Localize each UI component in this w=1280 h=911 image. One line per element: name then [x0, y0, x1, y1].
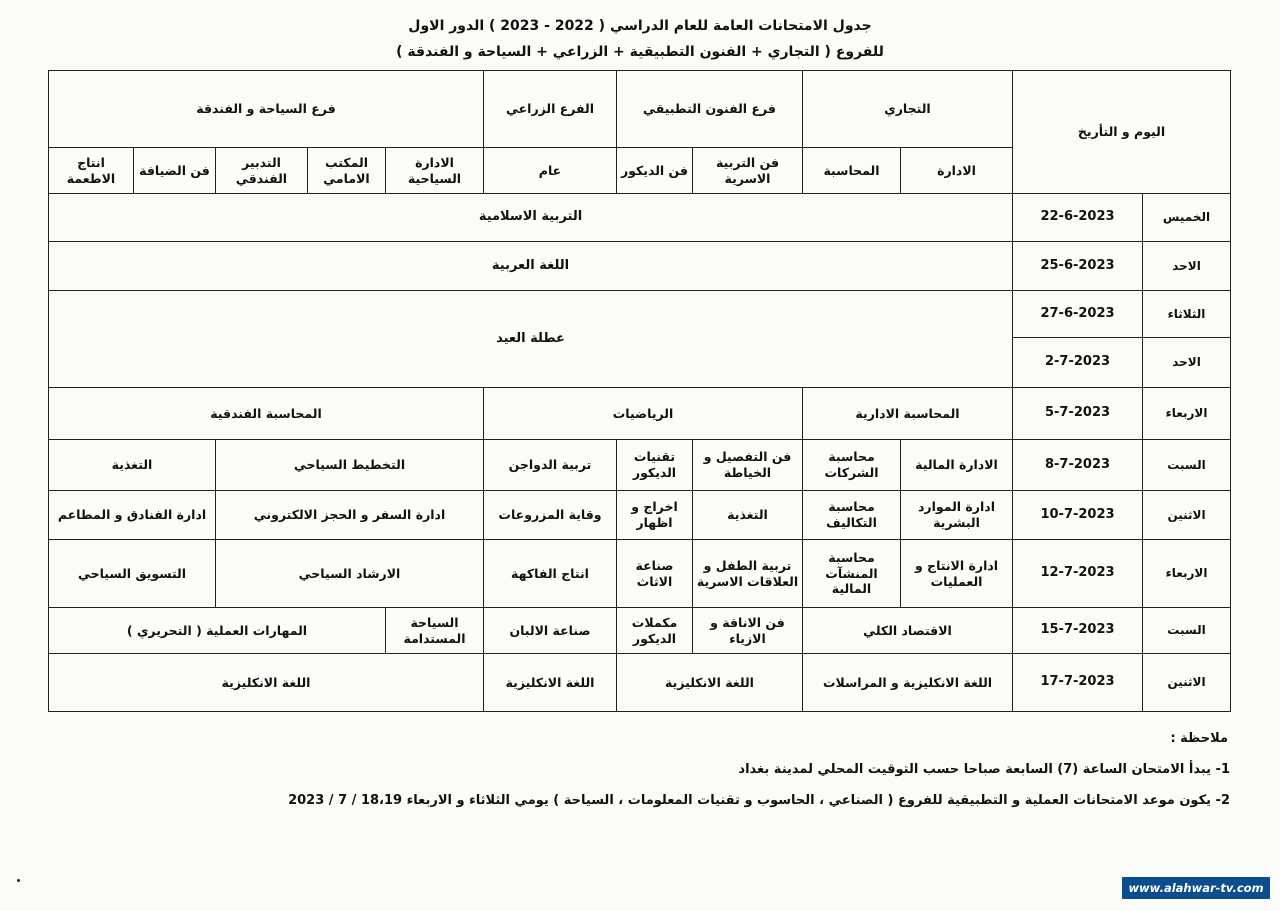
exam-cell: ادارة الانتاج و العمليات	[901, 540, 1013, 608]
exam-cell: محاسبة التكاليف	[803, 491, 901, 540]
table-row	[49, 608, 1231, 654]
exam-cell: اخراج و اظهار	[617, 491, 693, 540]
header-tourism: فرع السياحة و الفندقة	[49, 71, 484, 148]
day-cell: الاربعاء	[1143, 388, 1231, 440]
document-title: جدول الامتحانات العامة للعام الدراسي ( 2022 - 2023 ) الدور الاول	[408, 18, 872, 34]
header-agricultural: الفرع الزراعي	[484, 71, 617, 148]
day-cell: السبت	[1143, 440, 1231, 491]
header-decor: فن الديكور	[617, 148, 693, 194]
exam-cell: التغذية	[693, 491, 803, 540]
exam-cell: ادارة السفر و الحجز الالكتروني	[216, 491, 484, 540]
header-day-date: اليوم و التأريخ	[1013, 71, 1231, 194]
header-hotel-management: التدبير الفندقي	[216, 148, 308, 194]
exam-cell: وقاية المزروعات	[484, 491, 617, 540]
day-cell: الخميس	[1143, 194, 1231, 242]
date-cell: 15-7-2023	[1013, 608, 1143, 654]
exam-cell: تربية الطفل و العلاقات الاسرية	[693, 540, 803, 608]
day-cell: الاحد	[1143, 242, 1231, 291]
header-food-production: انتاج الاطعمة	[49, 148, 134, 194]
exam-cell: اللغة العربية	[49, 242, 1013, 291]
exam-schedule-table	[48, 70, 1231, 712]
date-cell: 27-6-2023	[1013, 291, 1143, 338]
exam-cell: انتاج الفاكهة	[484, 540, 617, 608]
exam-cell: مكملات الديكور	[617, 608, 693, 654]
exam-cell: ادارة الفنادق و المطاعم	[49, 491, 216, 540]
header-general: عام	[484, 148, 617, 194]
day-cell: الاحد	[1143, 338, 1231, 388]
date-cell: 12-7-2023	[1013, 540, 1143, 608]
date-cell: 10-7-2023	[1013, 491, 1143, 540]
exam-cell: التخطيط السياحي	[216, 440, 484, 491]
header-management: الادارة	[901, 148, 1013, 194]
header-front-office: المكتب الامامي	[308, 148, 386, 194]
scan-speck	[17, 879, 20, 882]
exam-cell: اللغة الانكليزية	[617, 654, 803, 712]
exam-cell: تربية الدواجن	[484, 440, 617, 491]
exam-cell: محاسبة الشركات	[803, 440, 901, 491]
exam-cell: فن الاناقة و الازياء	[693, 608, 803, 654]
exam-cell: ادارة الموارد البشرية	[901, 491, 1013, 540]
notes-heading: ملاحظة :	[1170, 731, 1228, 746]
exam-cell: محاسبة المنشآت المالية	[803, 540, 901, 608]
table-row	[49, 491, 1231, 540]
exam-cell: المهارات العملية ( التحريري )	[49, 608, 386, 654]
note-1: 1- يبدأ الامتحان الساعة (7) السابعة صباحا حسب التوقيت المحلي لمدينة بغداد	[738, 762, 1230, 777]
table-row	[49, 654, 1231, 712]
exam-cell: الاقتصاد الكلي	[803, 608, 1013, 654]
exam-cell: تقنيات الديكور	[617, 440, 693, 491]
exam-cell: التربية الاسلامية	[49, 194, 1013, 242]
exam-cell: صناعة الاثاث	[617, 540, 693, 608]
table-row	[49, 540, 1231, 608]
date-cell: 2-7-2023	[1013, 338, 1143, 388]
table-row	[49, 242, 1231, 291]
day-cell: الاثنين	[1143, 491, 1231, 540]
day-cell: الاربعاء	[1143, 540, 1231, 608]
header-home-education: فن التربية الاسرية	[693, 148, 803, 194]
exam-cell: التسويق السياحي	[49, 540, 216, 608]
header-accounting: المحاسبة	[803, 148, 901, 194]
exam-cell: المحاسبة الفندقية	[49, 388, 484, 440]
date-cell: 17-7-2023	[1013, 654, 1143, 712]
exam-cell: صناعة الالبان	[484, 608, 617, 654]
exam-cell: فن التفصيل و الخياطة	[693, 440, 803, 491]
header-hospitality: فن الضيافة	[134, 148, 216, 194]
header-commercial: التجاري	[803, 71, 1013, 148]
table-row	[49, 388, 1231, 440]
exam-cell: الرياضيات	[484, 388, 803, 440]
exam-cell: المحاسبة الادارية	[803, 388, 1013, 440]
exam-cell: اللغة الانكليزية و المراسلات	[803, 654, 1013, 712]
holiday-cell: عطلة العيد	[49, 291, 1013, 388]
note-2: 2- يكون موعد الامتحانات العملية و التطبيقية للفروع ( الصناعي ، الحاسوب و تقنيات المعلومات ، السياحة ) يومي الثلاثاء و الاربعاء 18،19 / 7 / 2023	[288, 793, 1230, 808]
day-cell: السبت	[1143, 608, 1231, 654]
date-cell: 5-7-2023	[1013, 388, 1143, 440]
day-cell: الثلاثاء	[1143, 291, 1231, 338]
header-tourism-management: الادارة السياحية	[386, 148, 484, 194]
date-cell: 8-7-2023	[1013, 440, 1143, 491]
exam-cell: اللغة الانكليزية	[49, 654, 484, 712]
document-subtitle: للفروع ( التجاري + الفنون التطبيقية + الزراعي + السياحة و الفندقة )	[396, 44, 884, 60]
exam-cell: السياحة المستدامة	[386, 608, 484, 654]
header-applied-arts: فرع الفنون التطبيقي	[617, 71, 803, 148]
table-row	[49, 291, 1231, 338]
day-cell: الاثنين	[1143, 654, 1231, 712]
table-row	[49, 194, 1231, 242]
exam-cell: الادارة المالية	[901, 440, 1013, 491]
exam-cell: اللغة الانكليزية	[484, 654, 617, 712]
site-watermark: www.alahwar-tv.com	[1122, 877, 1270, 899]
table-row	[49, 440, 1231, 491]
date-cell: 22-6-2023	[1013, 194, 1143, 242]
exam-cell: الارشاد السياحي	[216, 540, 484, 608]
exam-cell: التغذية	[49, 440, 216, 491]
date-cell: 25-6-2023	[1013, 242, 1143, 291]
